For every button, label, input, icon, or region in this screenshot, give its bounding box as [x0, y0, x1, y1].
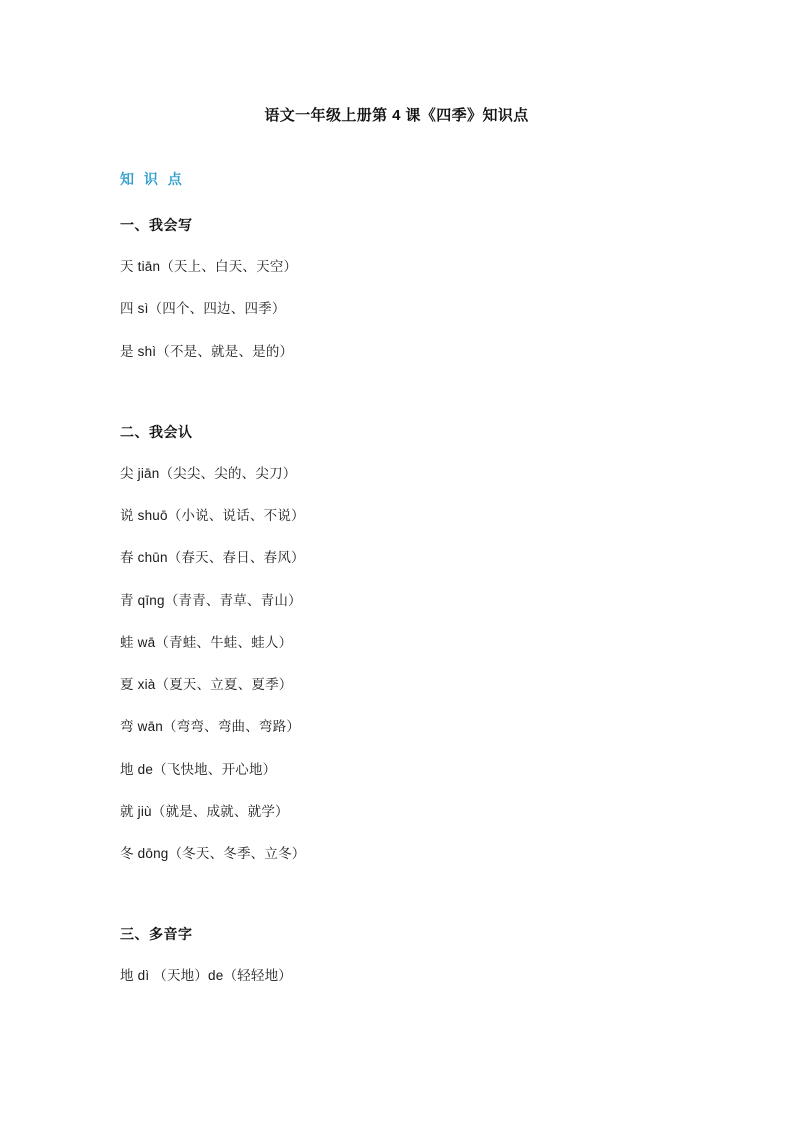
section-heading-3: 三、多音字	[120, 926, 193, 943]
section-spacer	[120, 864, 673, 898]
entry-item: 尖 jiān（尖尖、尖的、尖刀）	[120, 465, 297, 481]
knowledge-points-label: 知 识 点	[120, 171, 185, 187]
entry-item: 四 sì（四个、四边、四季）	[120, 301, 286, 317]
entry-item: 蛙 wā（青蛙、牛蛙、蛙人）	[120, 634, 293, 650]
entry-item: 弯 wān（弯弯、弯曲、弯路）	[120, 719, 301, 735]
entry-item: 夏 xià（夏天、立夏、夏季）	[120, 677, 293, 692]
entry-item: 青 qīng（青青、青草、青山）	[120, 592, 302, 608]
entry-item: 是 shì（不是、就是、是的）	[120, 343, 294, 359]
section-spacer	[120, 362, 673, 396]
entry-item: 春 chūn（春天、春日、春风）	[120, 550, 305, 566]
entry-item: 天 tiān（天上、白天、天空）	[120, 259, 298, 274]
page-title: 语文一年级上册第 4 课《四季》知识点	[264, 107, 529, 124]
entry-item: 地 dì （天地）de（轻轻地）	[120, 968, 292, 984]
entry-item: 冬 dōng（冬天、冬季、立冬）	[120, 846, 306, 861]
entry-item: 说 shuō（小说、说话、不说）	[120, 508, 305, 523]
entry-item: 就 jiù（就是、成就、就学）	[120, 803, 289, 819]
entry-item: 地 de（飞快地、开心地）	[120, 761, 277, 777]
section-heading-2: 二、我会认	[120, 423, 193, 440]
section-heading-1: 一、我会写	[120, 217, 193, 233]
